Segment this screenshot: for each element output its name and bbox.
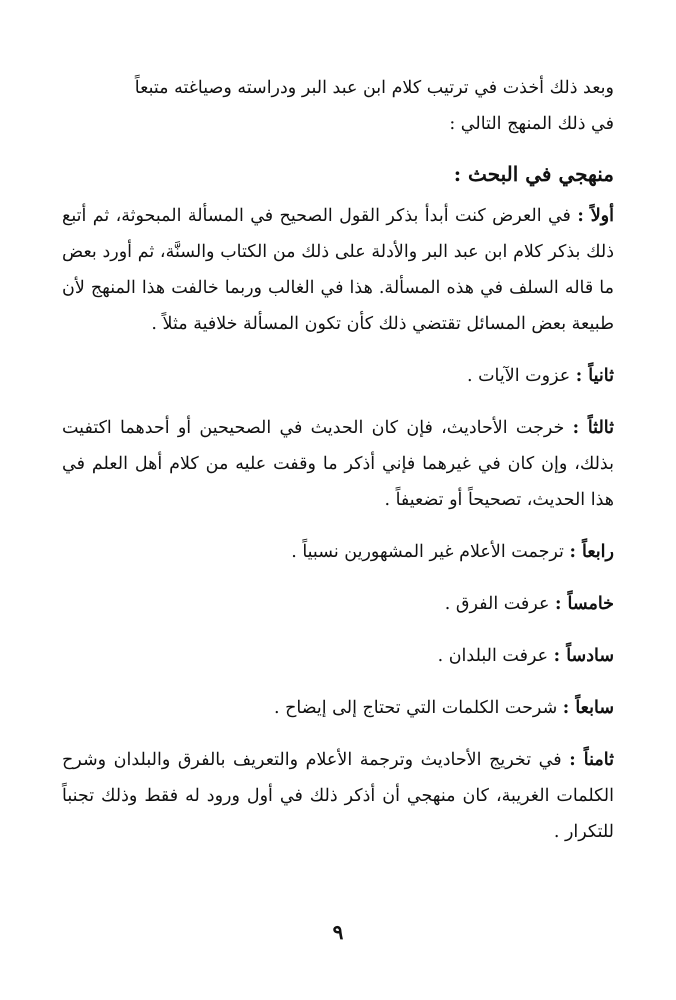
item-number: ثالثاً : — [572, 418, 614, 438]
item-number: سادساً : — [553, 646, 614, 666]
item-text: شرحت الكلمات التي تحتاج إلى إيضاح . — [273, 698, 563, 718]
method-item-5 — [62, 586, 614, 622]
item-text: خرجت الأحاديث، فإن كان الحديث في الصحيحين أو أحدهما اكتفيت بذلك، وإن كان في غيرهما فإني أذكر ما وقفت عليه من كلام أهل العلم في هذا الحديث، تصحيحاً أو تضعيفاً . — [62, 418, 614, 510]
item-text: في تخريج الأحاديث وترجمة الأعلام والتعريف بالفرق والبلدان وشرح الكلمات الغريبة، كان منهجي أن أذكر ذلك في أول ورود له فقط وذلك تجنباً للتكرار . — [62, 750, 614, 842]
page-number: ٩ — [332, 920, 344, 944]
item-text: عزوت الآيات . — [466, 366, 576, 386]
item-number: رابعاً : — [569, 542, 614, 562]
item-text: عرفت الفرق . — [444, 594, 555, 614]
method-item-3 — [62, 410, 614, 518]
item-number: ثانياً : — [575, 366, 614, 386]
method-item-2 — [62, 358, 614, 394]
intro-paragraph — [62, 70, 614, 142]
section-heading: منهجي في البحث : — [453, 162, 614, 186]
intro-line-1: وبعد ذلك أخذت في ترتيب كلام ابن عبد البر ودراسته وصياغته متبعاً — [134, 78, 614, 98]
item-number: أولاً : — [577, 206, 614, 226]
method-item-4 — [62, 534, 614, 570]
item-text: عرفت البلدان . — [437, 646, 554, 666]
item-number: سابعاً : — [562, 698, 614, 718]
method-item-8 — [62, 742, 614, 850]
method-item-1 — [62, 198, 614, 342]
item-text: في العرض كنت أبدأ بذكر القول الصحيح في المسألة المبحوثة، ثم أتبع ذلك بذكر كلام ابن عبد البر والأدلة على ذلك من الكتاب والسنَّة، ثم أورد بعض ما قاله السلف في هذه المسألة. هذا في الغالب وربما خالفت هذا المنهج لأن طبيعة بعض المسائل تقتضي ذلك كأن تكون المسألة خلافية مثلاً . — [62, 206, 614, 334]
item-text: ترجمت الأعلام غير المشهورين نسبياً . — [291, 542, 570, 562]
item-number: خامساً : — [554, 594, 614, 614]
intro-line-2: في ذلك المنهج التالي : — [449, 114, 614, 134]
document-page — [62, 70, 614, 970]
item-number: ثامناً : — [569, 750, 614, 770]
method-item-6 — [62, 638, 614, 674]
method-item-7 — [62, 690, 614, 726]
